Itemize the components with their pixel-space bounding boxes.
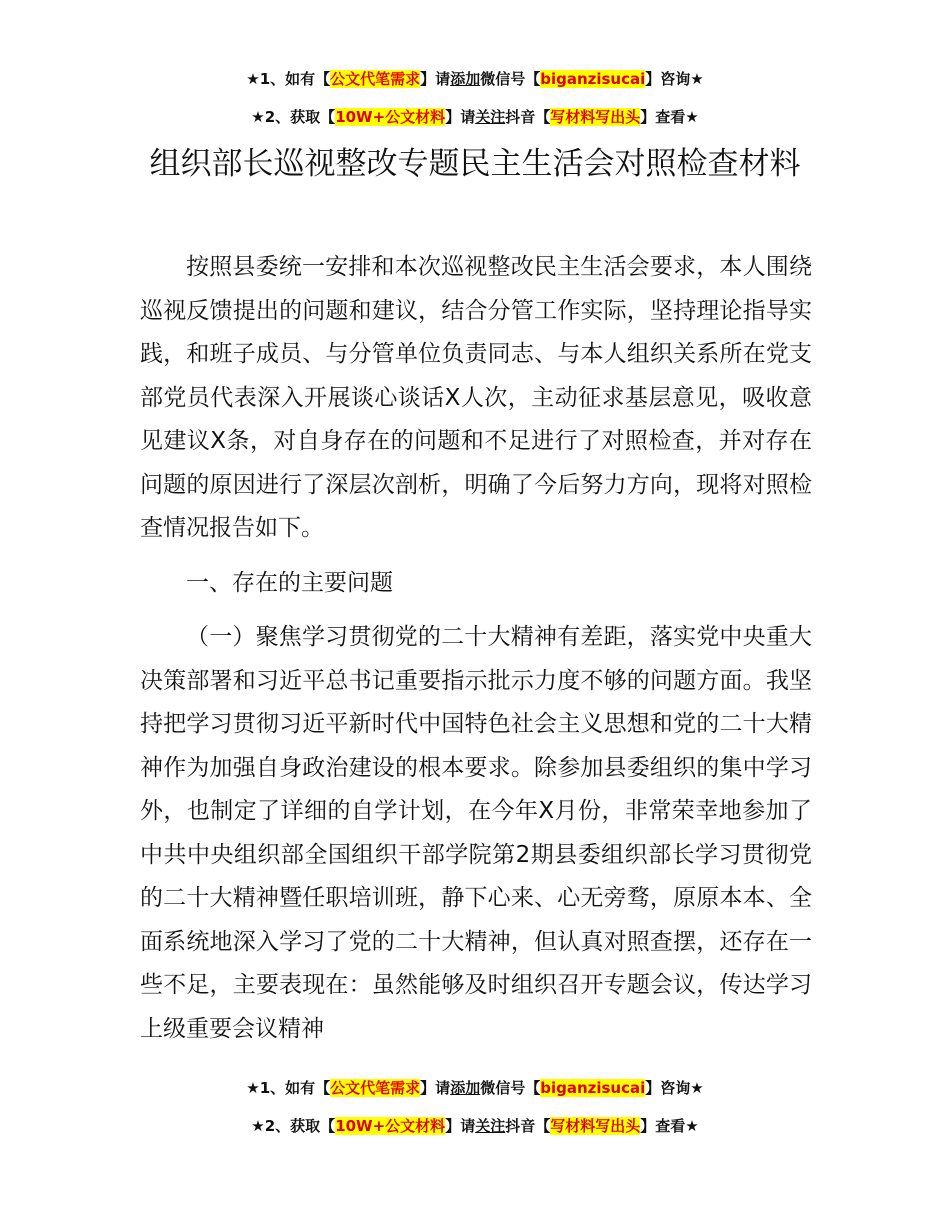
document-body [140,246,812,1051]
banner-text: 微信号【 [480,1079,541,1097]
banner-highlight: 写材料写出头 [550,1117,641,1135]
banner-highlight: 10W+公文材料 [335,108,446,126]
banner-highlight: biganzisucai [540,1079,646,1097]
banner-text: 抖音【 [505,108,551,126]
banner-highlight: 公文代笔需求 [330,1079,421,1097]
banner-text: 】请 [420,1079,451,1097]
banner-underline: 添加 [450,70,481,88]
section-paragraph: （一）聚焦学习贯彻党的二十大精神有差距，落实党中央重大决策部署和习近平总书记重要指示批示力度不够的问题方面。我坚持把学习贯彻习近平新时代中国特色社会主义思想和党的二十大精神作为加强自身政治建设的根本要求。除参加县委组织的集中学习外，也制定了详细的自学计划，在今年X月份，非常荣幸地参加了中共中央组织部全国组织干部学院第2期县委组织部长学习贯彻党的二十大精神暨任职培训班，静下心来、心无旁骛，原原本本、全面系统地深入学习了党的二十大精神，但认真对照查摆，还存在一些不足，主要表现在：虽然能够及时组织召开专题会议，传达学习上级重要会议精神 [140,624,812,1042]
banner-underline: 关注 [475,108,506,126]
banner-highlight: 10W+公文材料 [335,1117,446,1135]
banner-text: 】请 [445,108,476,126]
banner-text: 】咨询★ [645,1079,704,1097]
top-banner-line-2 [0,106,950,128]
banner-underline: 添加 [450,1079,481,1097]
banner-text: ★2、获取【 [251,1117,336,1135]
banner-highlight: biganzisucai [540,70,646,88]
banner-text: 微信号【 [480,70,541,88]
banner-underline: 关注 [475,1117,506,1135]
banner-text: ★2、获取【 [251,108,336,126]
banner-text: 】查看★ [640,1117,699,1135]
banner-text: 】请 [445,1117,476,1135]
intro-paragraph: 按照县委统一安排和本次巡视整改民主生活会要求，本人围绕巡视反馈提出的问题和建议，结合分管工作实际，坚持理论指导实践，和班子成员、与分管单位负责同志、与本人组织关系所在党支部党员代表深入开展谈心谈话X人次，主动征求基层意见，吸收意见建议X条，对自身存在的问题和不足进行了对照检查，并对存在问题的原因进行了深层次剖析，明确了今后努力方向，现将对照检查情况报告如下。 [140,254,812,541]
banner-text: 】请 [420,70,451,88]
bottom-banner-line-2 [0,1115,950,1137]
banner-text: 】查看★ [640,108,699,126]
banner-highlight: 写材料写出头 [550,108,641,126]
section-heading: 一、存在的主要问题 [186,569,393,596]
document-title: 组织部长巡视整改专题民主生活会对照检查材料 [149,146,801,182]
bottom-banner-line-1 [0,1077,950,1099]
banner-text: 抖音【 [505,1117,551,1135]
banner-text: ★1、如有【 [246,1079,331,1097]
top-banner-line-1 [0,68,950,90]
banner-text: ★1、如有【 [246,70,331,88]
banner-text: 】咨询★ [645,70,704,88]
banner-highlight: 公文代笔需求 [330,70,421,88]
